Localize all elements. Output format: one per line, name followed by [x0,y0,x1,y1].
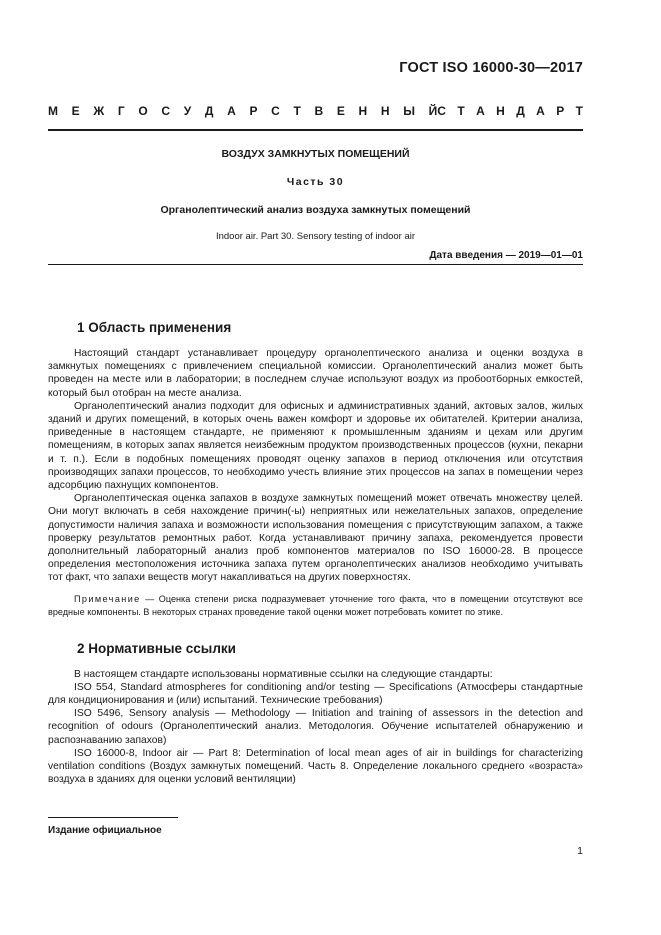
note-text: — Оценка степени риска подразумевает уточнение того факта, что в помещении отсутствуют все вредные компоненты. В некоторых странах проведение такой оценки может потребовать комитет по этике. [48,593,583,617]
banner-letter: Р [249,104,258,118]
banner-letter: Д [204,104,214,118]
banner-letter: Н [358,104,368,118]
banner-letter: Н [380,104,390,118]
note-label: Примечание [74,593,141,604]
banner-letter: М [48,104,58,118]
document-body [48,320,583,786]
reference-item: ISO 5496, Sensory analysis — Methodology — Initiation and training of assessors in the detection and recognition of odours (Органолептический анализ. Методология. Обучение испытателей обнаружению и распознаванию запахов) [48,708,583,746]
official-edition-label: Издание официальное [48,825,162,836]
date-rule [48,264,583,265]
paragraph: Органолептическая оценка запахов в воздухе замкнутых помещений может отвечать множеству целей. Они могут включать в себя нахождение причин(-ы) неприятных или нежелательных запахов, определение допустимости наличия запаха и возможности использования помещения с присутствующим запахом, а также проверку результатов ремонтных работ. Когда устанавливают причину запаха, рекомендуется провести дополнительный лабораторный анализ проб компонентов материалов по ISO 16000-28. В процессе определения местоположения источника запаха путем органолептических анализов необходимо учитывать тот факт, что запахи веществ могут накапливаться на других поверхностях. [48,493,583,584]
document-part: Часть 30 [286,176,345,188]
reference-item: ISO 16000-8, Indoor air — Part 8: Determination of local mean ages of air in buildings for characterizing ventilation conditions (Воздух замкнутых помещений. Часть 8. Определение локального среднего «возраста» воздуха в зданиях для оценки условий вентиляции) [48,747,583,786]
banner-letter: Т [575,104,583,118]
introduction-date: Дата введения — 2019—01—01 [429,250,583,261]
paragraph: Настоящий стандарт устанавливает процедуру органолептического анализа и оценки воздуха в замкнутых помещениях с привлечением специальной комиссии. Органолептический анализ может быть проведен на месте или в лаборатории; в последнем случае используют воздух из пробоотборных емкостей, который был отобран на месте анализа. [48,348,583,399]
reference-item: ISO 554, Standard atmospheres for conditioning and/or testing — Specifications (Атмосферы стандартные для кондиционирования и (или) испытаний. Технические требования) [48,681,583,707]
document-title: ВОЗДУХ ЗАМКНУТЫХ ПОМЕЩЕНИЙ [221,148,410,160]
banner-letter: В [314,104,324,118]
banner-letter: О [138,104,148,118]
paragraph: Органолептический анализ подходит для офисных и административных зданий, актовых залов, жилых зданий и других помещений, в которых очень важен комфорт и здоровье их обитателей. Критерии анализа, приведенные в настоящем стандарте, не применяют к промышленным зданиям и цехам или другим помещениям, в которых запах является неизбежным продуктом производственных процессов (кухни, пекарни и т. п.). Если в подобных помещениях проводят оценку запахов в период отключения или отсутствия производящих запахи процессов, то необходимо учесть влияние этих процессов на запах в помещении через адсорбцию пахнущих компонентов. [48,400,583,492]
banner-letter: Е [71,104,80,118]
banner-letter: Н [496,104,505,118]
banner-word-interstate [48,104,437,118]
standard-type-banner [48,104,583,118]
banner-letter: А [227,104,236,118]
banner-letter: У [183,104,192,118]
note [48,593,583,619]
title-block [48,148,583,242]
banner-letter: Е [336,104,345,118]
page-number: 1 [577,845,583,857]
header-rule [48,129,583,131]
banner-letter: Р [556,104,565,118]
banner-letter: С [161,104,171,118]
section-heading: 2 Нормативные ссылки [77,640,236,656]
english-title: Indoor air. Part 30. Sensory testing of indoor air [215,231,416,242]
banner-letter: А [476,104,485,118]
banner-letter: Г [117,104,125,118]
section-normative-references [48,641,583,787]
document-number: ГОСТ ISO 16000-30—2017 [399,60,583,76]
section-heading: 1 Область применения [77,320,232,335]
banner-letter: Й [428,104,438,118]
banner-letter: Ж [93,104,105,118]
document-subtitle: Органолептический анализ воздуха замкнутых помещений [160,204,471,216]
banner-letter: С [271,104,280,118]
banner-letter: Ы [403,104,415,118]
banner-word-standard [437,104,583,118]
banner-letter: Т [293,104,301,118]
footer-rule [48,817,178,818]
paragraph: В настоящем стандарте использованы нормативные ссылки на следующие стандарты: [74,668,493,680]
banner-letter: Т [457,104,465,118]
banner-letter: Д [516,104,525,118]
section-scope [48,320,583,619]
banner-letter: С [437,104,446,118]
banner-letter: А [536,104,545,118]
